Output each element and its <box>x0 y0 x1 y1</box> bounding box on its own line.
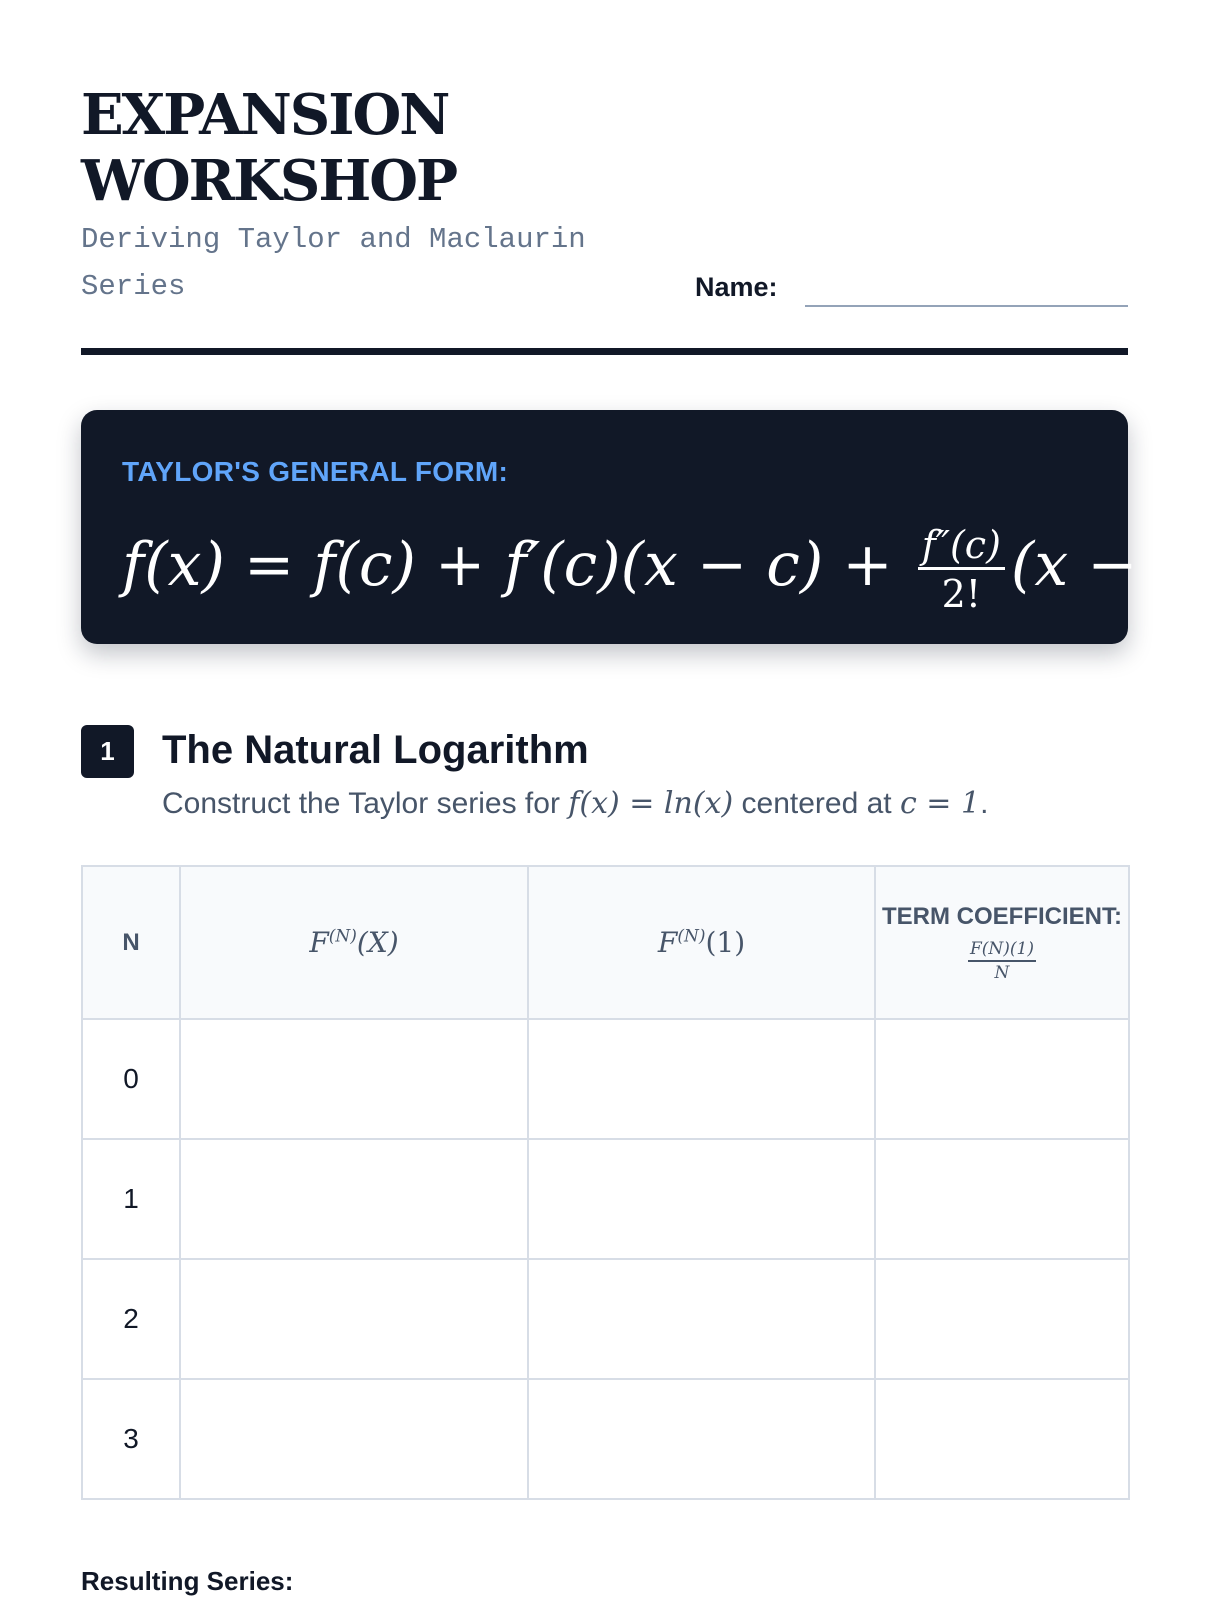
header-at-one-sup: (N) <box>677 926 706 947</box>
header-derivative-math <box>309 926 398 959</box>
derivative-answer-cell[interactable] <box>180 1019 528 1139</box>
derivative-at-one-answer-cell[interactable] <box>528 1139 875 1259</box>
derivative-answer-cell[interactable] <box>180 1259 528 1379</box>
formula-label: TAYLOR'S GENERAL FORM: <box>122 456 509 487</box>
derivative-at-one-answer-cell[interactable] <box>528 1019 875 1139</box>
page-title <box>81 82 456 214</box>
formula-plus-2: + <box>823 530 912 600</box>
name-label: Name: <box>695 272 778 302</box>
page-subtitle: Deriving Taylor and Maclaurin Series <box>81 223 586 303</box>
formula-equals: = <box>224 530 314 600</box>
table-row <box>82 1259 1129 1379</box>
header-at-one-base: F <box>657 926 678 959</box>
header-at-one-math <box>658 926 745 959</box>
header-derivative-at-one <box>528 866 875 1019</box>
formula-fraction-numerator: f″(c) <box>918 523 1005 570</box>
formula-term-2-tail: (x − c) <box>1010 530 1214 600</box>
section-title: The Natural Logarithm <box>162 728 589 772</box>
header-coefficient-fraction <box>968 938 1036 984</box>
worksheet-page <box>81 0 1214 1600</box>
name-field[interactable] <box>805 305 1128 307</box>
table-row <box>82 1379 1129 1499</box>
header-n: N <box>82 866 180 1019</box>
formula-plus-1: + <box>415 530 505 600</box>
row-n-cell: 0 <box>82 1019 180 1139</box>
table-row <box>82 1139 1129 1259</box>
header-divider <box>81 348 1128 355</box>
resulting-series-label: Resulting Series: <box>81 1566 294 1596</box>
table-header-row <box>82 866 1129 1019</box>
header-derivative-sup: (N) <box>328 926 357 947</box>
formula-lhs: f(x) <box>122 530 225 600</box>
formula-fraction <box>918 523 1005 616</box>
formula-term-1: f′(c)(x − c) <box>504 530 824 600</box>
section-desc-function: f(x) = ln(x) <box>568 786 734 821</box>
header-at-one-arg: (1) <box>705 926 746 959</box>
coefficient-answer-cell[interactable] <box>875 1019 1129 1139</box>
taylor-formula <box>122 505 1214 625</box>
header-coefficient-numerator: F(N)(1) <box>968 938 1036 962</box>
section-desc-prefix: Construct the Taylor series for <box>162 787 569 820</box>
section-desc-center: c = 1 <box>899 786 981 821</box>
coefficient-answer-cell[interactable] <box>875 1379 1129 1499</box>
derivative-at-one-answer-cell[interactable] <box>528 1259 875 1379</box>
header-derivative-base: F <box>309 926 329 959</box>
row-n-cell: 1 <box>82 1139 180 1259</box>
header-term-coefficient <box>875 866 1129 1019</box>
derivative-answer-cell[interactable] <box>180 1379 528 1499</box>
row-n-cell: 2 <box>82 1259 180 1379</box>
title-line-2: WORKSHOP <box>81 148 457 214</box>
section-number-badge: 1 <box>81 725 134 778</box>
derivative-answer-cell[interactable] <box>180 1139 528 1259</box>
header-coefficient-label: TERM COEFFICIENT: <box>882 903 1122 930</box>
section-desc-middle: centered at <box>733 787 900 820</box>
coefficient-answer-cell[interactable] <box>875 1139 1129 1259</box>
title-line-1: EXPANSION <box>81 82 449 148</box>
taylor-coefficient-table <box>81 865 1130 1500</box>
formula-fraction-denominator: 2! <box>941 571 982 616</box>
row-n-cell: 3 <box>82 1379 180 1499</box>
header-coefficient-denominator: N <box>994 963 1010 983</box>
header-derivative-arg: (X) <box>356 926 399 959</box>
formula-term-0: f(c) <box>313 530 416 600</box>
header-derivative <box>180 866 528 1019</box>
section-desc-suffix: . <box>980 787 989 820</box>
coefficient-answer-cell[interactable] <box>875 1259 1129 1379</box>
section-description <box>162 782 988 826</box>
table-row <box>82 1019 1129 1139</box>
derivative-at-one-answer-cell[interactable] <box>528 1379 875 1499</box>
